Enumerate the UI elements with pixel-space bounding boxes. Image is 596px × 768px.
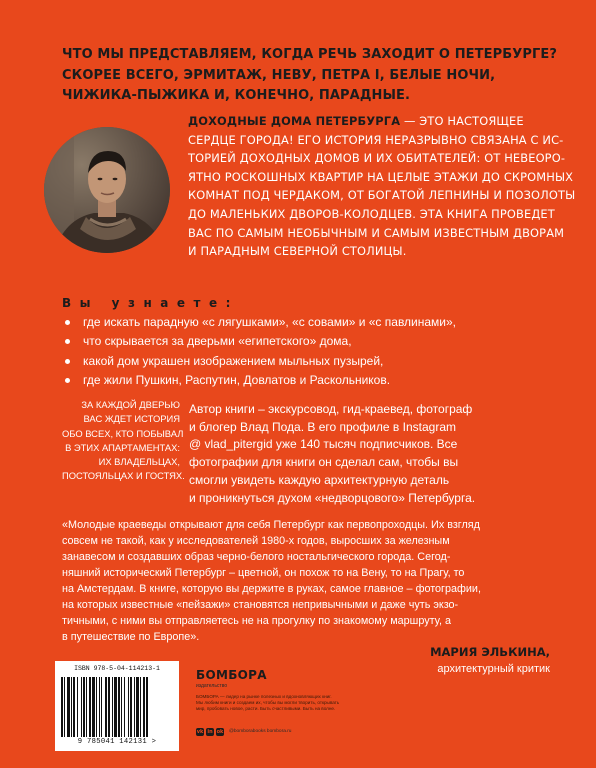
learn-list-item: где жили Пушкин, Распутин, Довлатов и Раскольников. <box>62 371 562 390</box>
ok-icon[interactable]: ok <box>216 728 224 735</box>
barcode-bar <box>101 677 102 737</box>
intro-lead-rest: — ЭТО НАСТОЯЩЕЕ <box>400 114 524 128</box>
barcode-bar <box>67 677 70 737</box>
barcode-bar <box>134 677 135 737</box>
quote-line: занавесом и создавших образ черно-белого ностальгического города. Сегод- <box>62 551 451 563</box>
barcode-bar <box>140 677 141 737</box>
instagram-icon[interactable]: in <box>207 728 213 735</box>
quote-line: на Амстердам. В книге, которую вы держите в руках, самое главное – фотографии, <box>62 583 481 595</box>
barcode-bar <box>61 677 63 737</box>
bullet-icon <box>65 378 70 383</box>
side-note-line: ВАС ЖДЕТ ИСТОРИЯ <box>83 413 180 425</box>
learn-list-item: где искать парадную «с лягушками», «с совами» и «с павлинами», <box>62 313 562 332</box>
isbn-barcode <box>55 661 179 751</box>
intro-line: КОМНАТ ПОД ЧЕРДАКОМ, ОТ БОГАТОЙ ЛЕПНИНЫ И ПОЗОЛОТЫ <box>188 188 576 203</box>
isbn-text: ISBN 978-5-04-114213-1 <box>74 665 160 672</box>
side-note-line: ОБО ВСЕХ, КТО ПОБЫВАЛ <box>62 427 184 439</box>
barcode-bar <box>121 677 122 737</box>
intro-line: ЯТНО РОСКОШНЫХ КВАРТИР НА ЦЕЛЫЕ ЭТАЖИ ДО СКРОМНЫХ <box>188 169 574 184</box>
barcode-bar <box>130 677 132 737</box>
author-line: и блогер Влад Пода. В его профиле в Instagram <box>189 419 456 434</box>
barcode-bar <box>105 677 107 737</box>
publisher-socials <box>196 727 291 736</box>
learn-list <box>62 313 562 391</box>
barcode-bar <box>114 677 117 737</box>
publisher-fine-print <box>196 694 386 713</box>
vk-icon[interactable]: vk <box>196 728 204 735</box>
intro-line: СЕРДЦЕ ГОРОДА! ЕГО ИСТОРИЯ НЕРАЗРЫВНО СВЯЗАНА С ИС- <box>188 132 564 147</box>
bullet-icon <box>65 339 70 344</box>
barcode-bar <box>99 677 100 737</box>
fine-print-line: БОМБОРА — лидер на рынке полезных и вдохновляющих книг. <box>196 694 332 699</box>
hook-line: ЧТО МЫ ПРЕДСТАВЛЯЕМ, КОГДА РЕЧЬ ЗАХОДИТ О ПЕТЕРБУРГЕ? <box>62 47 557 62</box>
author-line: смогли увидеть каждую архитектурную деталь <box>189 472 450 487</box>
fine-print-line: мир, пробовать новое, расти. Быть счастливыми. Быть на волне. <box>196 706 336 712</box>
barcode-bar <box>73 677 75 737</box>
quote-line: «Молодые краеведы открывают для себя Петербург как первопроходцы. Их взгляд <box>62 519 480 531</box>
critic-role: архитектурный критик <box>437 663 550 675</box>
publisher-subtitle: издательство <box>196 683 228 689</box>
publisher-logo: БОМБОРА <box>196 668 267 682</box>
intro-paragraph <box>188 112 576 261</box>
barcode-bar <box>77 677 78 737</box>
barcode-bar <box>124 677 125 737</box>
author-line: Автор книги – экскурсовод, гид-краевед, фотограф <box>189 402 473 416</box>
fine-print-line: Мы любим книги и создаем их, чтобы вы могли творить, открывать <box>196 700 340 706</box>
barcode-bar <box>143 677 145 737</box>
side-note <box>62 398 185 484</box>
side-note-line: ЗА КАЖДОЙ ДВЕРЬЮ <box>81 399 180 410</box>
author-line: фотографии для книги он сделал сам, чтобы вы <box>189 455 459 470</box>
hook-line: СКОРЕЕ ВСЕГО, ЭРМИТАЖ, НЕВУ, ПЕТРА I, БЕЛЫЕ НОЧИ, <box>62 67 496 83</box>
learn-list-item: какой дом украшен изображением мыльных пузырей, <box>62 352 562 371</box>
quote-line: совсем не такой, как у исследователей 1980-х годов, выросших за железным <box>62 535 450 547</box>
barcode-bar <box>108 677 110 737</box>
intro-lead: ДОХОДНЫЕ ДОМА ПЕТЕРБУРГА <box>188 114 401 128</box>
quote-line: няшний исторический Петербург – цветной, он похож то на Вену, то на Прагу, то <box>62 567 465 579</box>
barcode-bar <box>112 677 113 737</box>
barcode-bar <box>64 677 65 737</box>
barcode-bar <box>71 677 72 737</box>
hook-headline <box>62 45 562 107</box>
side-note-line: ИХ ВЛАДЕЛЬЦАХ, <box>98 456 180 468</box>
intro-line: ДО МАЛЕНЬКИХ ДВОРОВ-КОЛОДЦЕВ. ЭТА КНИГА ПРОВЕДЕТ <box>188 206 555 221</box>
side-note-line: ПОСТОЯЛЬЦАХ И ГОСТЯХ. <box>62 470 185 482</box>
intro-line: ВАС ПО САМЫМ НЕОБЫЧНЫМ И САМЫМ ИЗВЕСТНЫМ ДВОРАМ <box>188 225 565 240</box>
barcode-bar <box>146 677 148 737</box>
barcode-bar <box>92 677 95 737</box>
side-note-line: В ЭТИХ АПАРТАМЕНТАХ: <box>65 441 180 453</box>
intro-line: ТОРИЕЙ ДОХОДНЫХ ДОМОВ И ИХ ОБИТАТЕЛЕЙ: ОТ НЕВЕОРО- <box>188 151 566 166</box>
publisher-site[interactable]: @bomborabooks bombora.ru <box>229 729 292 734</box>
barcode-number: 9 785041 142131 > <box>77 738 157 746</box>
barcode-bar <box>118 677 120 737</box>
barcode-bar <box>89 677 91 737</box>
learn-list-item: что скрывается за дверьми «египетского» дома, <box>62 332 562 351</box>
critic-quote <box>62 517 556 645</box>
barcode-bar <box>128 677 129 737</box>
barcode-bar <box>136 677 139 737</box>
quote-line: тичными, с ними вы отправляетесь не на прогулку по знакомому маршруту, а <box>62 615 452 627</box>
intro-line: И ПАРАДНЫМ СЕВЕРНОЙ СТОЛИЦЫ. <box>188 244 407 259</box>
barcode-bar <box>96 677 97 737</box>
critic-name: МАРИЯ ЭЛЬКИНА, <box>430 645 550 659</box>
learn-heading: Вы узнаете: <box>62 296 239 310</box>
quote-line: на которых известные «пейзажи» становятся непривычными и даже чуть экзо- <box>62 599 459 611</box>
intro-line-1 <box>188 112 553 131</box>
barcode-bar <box>86 677 87 737</box>
bullet-icon <box>65 359 70 364</box>
barcode-bars <box>61 677 173 737</box>
bullet-icon <box>65 320 70 325</box>
author-line: и проникнуться духом «недворцового» Петербурга. <box>189 490 476 505</box>
quote-line: в путешествие по Европе». <box>62 631 200 643</box>
barcode-bar <box>81 677 82 737</box>
author-bio <box>189 401 554 507</box>
hook-line: ЧИЖИКА-ПЫЖИКА И, КОНЕЧНО, ПАРАДНЫЕ. <box>62 88 411 103</box>
author-line: @ vlad_pitergid уже 140 тысяч подписчиков. Все <box>189 437 458 452</box>
barcode-bar <box>83 677 85 737</box>
author-portrait <box>44 127 170 253</box>
